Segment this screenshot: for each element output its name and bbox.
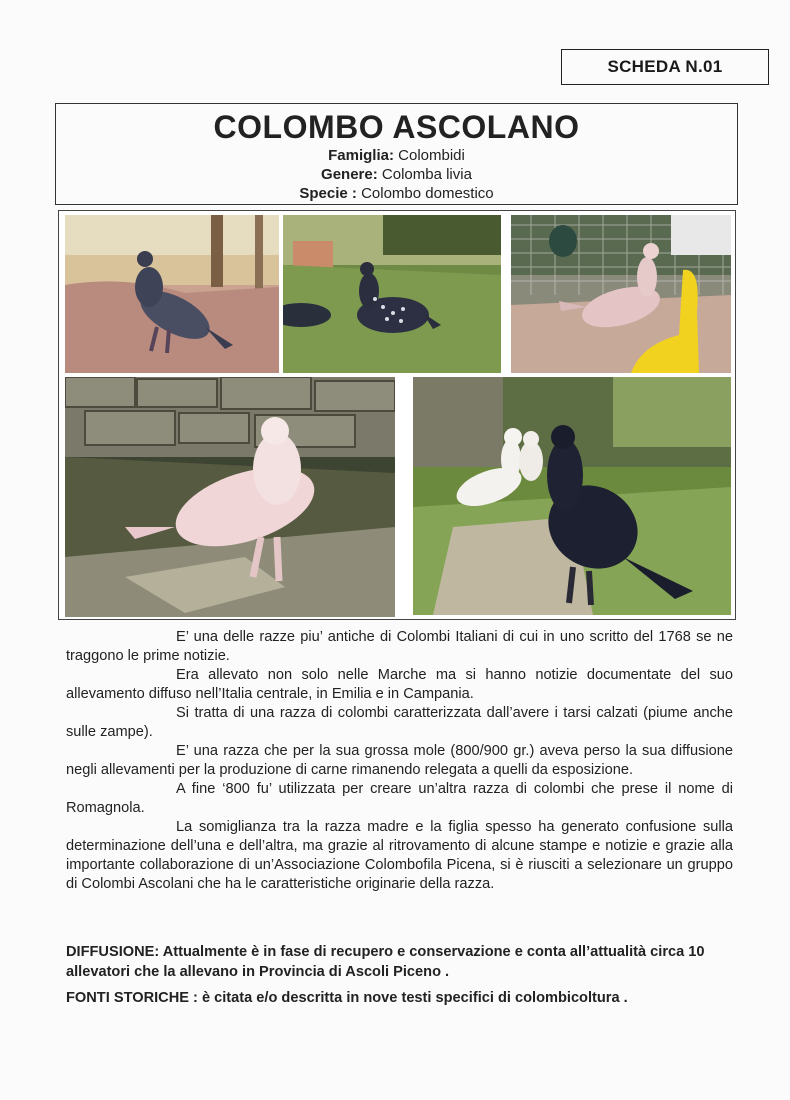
description-paragraph: Era allevato non solo nelle Marche ma si hanno notizie documentate del suo allevamento diffuso nell’Italia centrale, in Emilia e in Campania. <box>66 667 733 702</box>
species-value: Colombo domestico <box>361 185 494 202</box>
species-label: Specie : <box>299 185 357 202</box>
header-box <box>55 103 738 205</box>
page-title: COLOMBO ASCOLANO <box>213 109 580 145</box>
genus-line <box>56 165 737 184</box>
family-label: Famiglia: <box>328 147 394 164</box>
photo-dark-pigeon <box>65 215 279 373</box>
photo-pale-pigeon <box>511 215 731 373</box>
sheet-number: SCHEDA N.01 <box>607 57 723 76</box>
description-paragraph: La somiglianza tra la razza madre e la figlia spesso ha generato confusione sulla determinazione dell’una e dell’altra, ma grazie al ritrovamento di alcune stampe e notizie e grazie alla importante collaborazione di un’Associazione Colombofila Picena, si è riusciti a selezionare un gruppo di Colombi Ascolani che ha le caratteristiche originarie della razza. <box>66 819 733 892</box>
photo-white-pigeon <box>65 377 395 617</box>
diffusion-section: DIFFUSIONE: Attualmente è in fase di recupero e conservazione e conta all’attualità circa 10 allevatori che la allevano in Provincia di Ascoli Piceno . <box>66 944 705 980</box>
family-line <box>56 146 737 165</box>
photo-checkered-pigeon <box>283 215 501 373</box>
sheet-number-box <box>561 49 769 85</box>
historical-sources-section: FONTI STORICHE : è citata e/o descritta in nove testi specifici di colombicoltura . <box>66 990 628 1006</box>
description-paragraph: Si tratta di una razza di colombi caratterizzata dall’avere i tarsi calzati (piume anche sulle zampe). <box>66 705 733 740</box>
description-paragraph: E’ una delle razze piu’ antiche di Colombi Italiani di cui in uno scritto del 1768 se ne traggono le prime notizie. <box>66 629 733 664</box>
genus-label: Genere: <box>321 166 378 183</box>
genus-value: Colomba livia <box>381 166 472 183</box>
photo-black-pigeon <box>413 377 731 615</box>
photo-collage <box>58 210 736 620</box>
species-line <box>56 184 737 203</box>
description-paragraph: E’ una razza che per la sua grossa mole (800/900 gr.) aveva perso la sua diffusione negli allevamenti per la produzione di carne rimanendo relegata a quelli da esposizione. <box>66 743 733 778</box>
description-text <box>66 628 733 894</box>
description-paragraph: A fine ‘800 fu’ utilizzata per creare un’altra razza di colombi che prese il nome di Romagnola. <box>66 781 733 816</box>
family-value: Colombidi <box>398 147 465 164</box>
